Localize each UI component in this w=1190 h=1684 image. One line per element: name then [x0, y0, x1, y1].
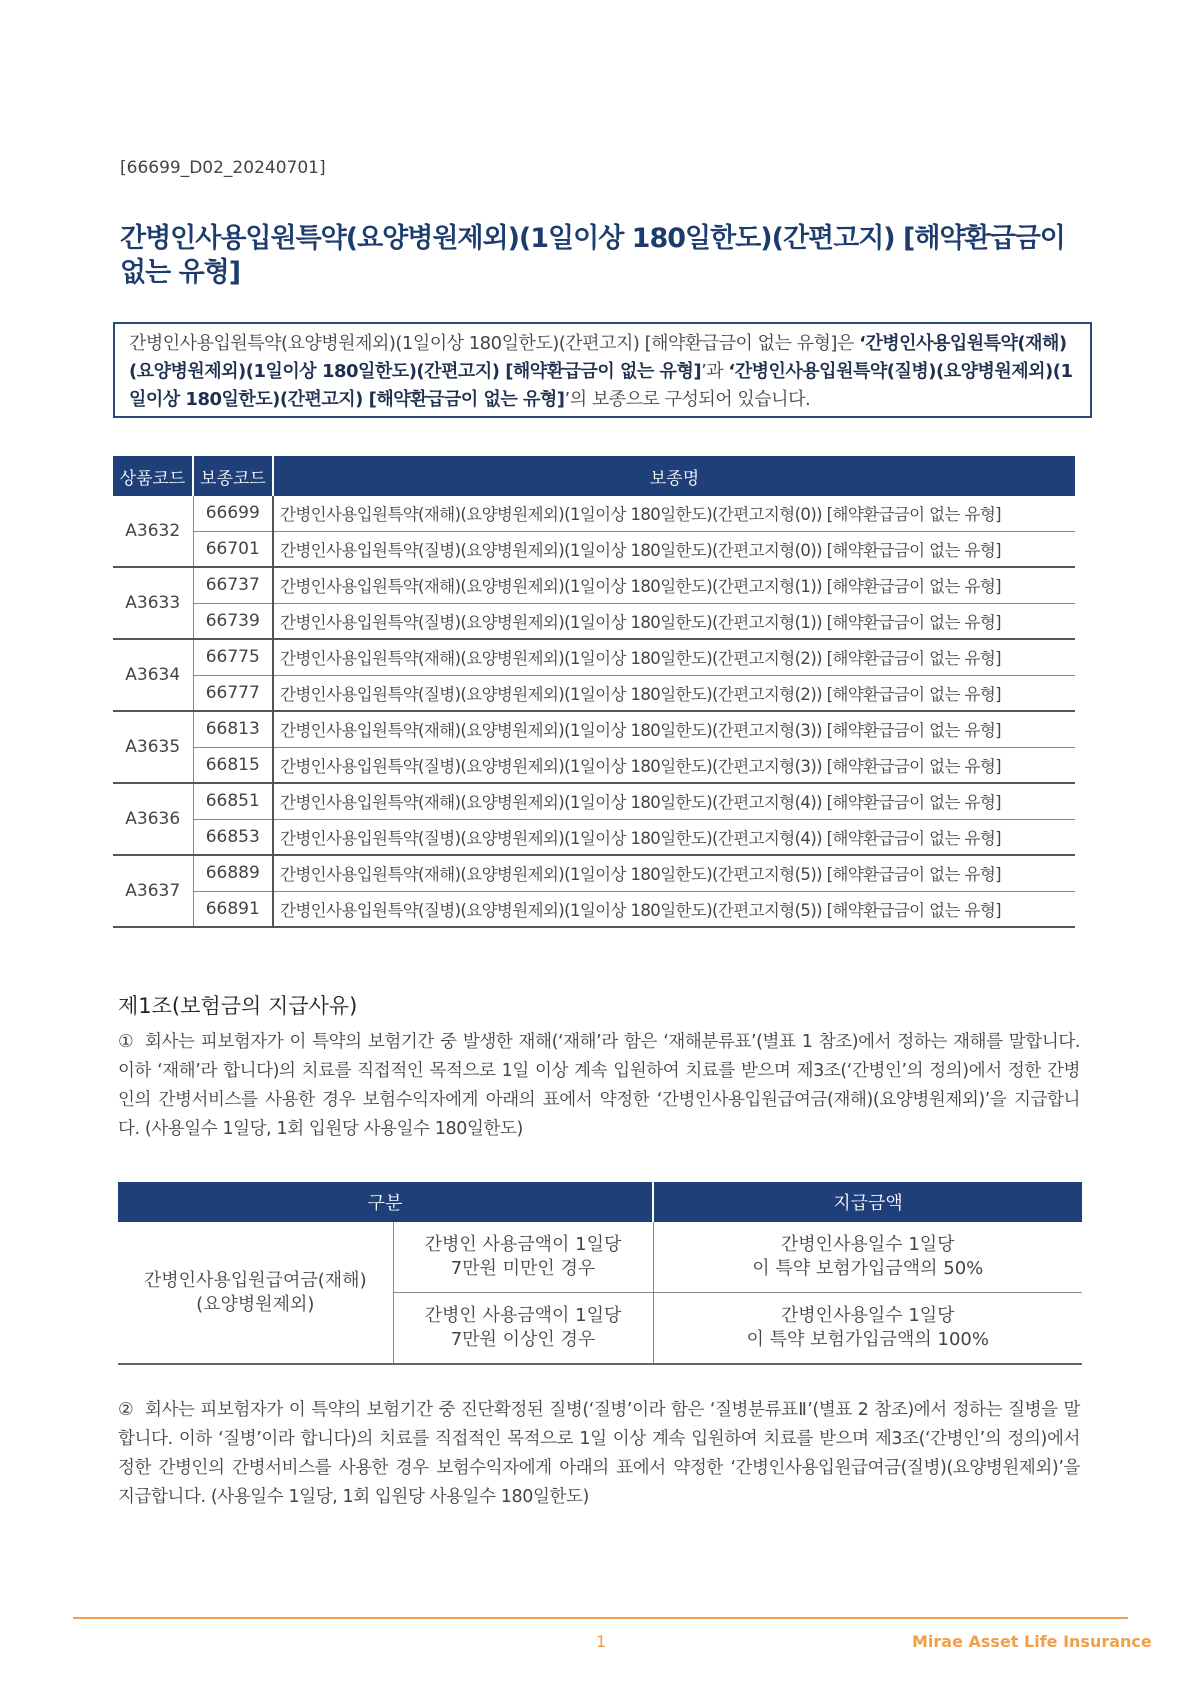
table-row — [113, 639, 1075, 675]
summary-text-2: ’과 — [701, 361, 729, 382]
table-header-row — [118, 1182, 1082, 1222]
amount-cell: 간병인사용일수 1일당 이 특약 보험가입금액의 50% — [653, 1222, 1082, 1293]
coverage-code-cell: 66777 — [193, 675, 273, 711]
clause-1 — [118, 1028, 1080, 1144]
page-title: 간병인사용입원특약(요양병원제외)(1일이상 180일한도)(간편고지) [해약환급금이 없는 유형] — [120, 223, 1065, 288]
coverage-code-cell: 66891 — [193, 891, 273, 927]
table-row — [113, 711, 1075, 747]
clause-2-text: 회사는 피보험자가 이 특약의 보험기간 중 진단확정된 질병(‘질병’이라 함은 ‘질병분류표Ⅱ’(별표 2 참조)에서 정하는 질병을 말합니다. 이하 ‘질병’이라 합니다)의 치료를 직접적인 목적으로 1일 이상 계속 입원하여 치료를 받으며 제3조(‘간병인’의 정의)에서 정한 간병인의 간병서비스를 사용한 경우 보험수익자에게 아래의 표에서 약정한 ‘간병인사용입원급여금(질병)(요양병원제외)’을 지급합니다. (사용일수 1일당, 1회 입원당 사용일수 180일한도) — [118, 1400, 1080, 1507]
coverage-code-cell: 66739 — [193, 603, 273, 639]
summary-box — [113, 322, 1092, 418]
coverage-name-cell: 간병인사용입원특약(질병)(요양병원제외)(1일이상 180일한도)(간편고지형(2)) [해약환급금이 없는 유형] — [273, 675, 1075, 711]
coverage-name-cell: 간병인사용입원특약(재해)(요양병원제외)(1일이상 180일한도)(간편고지형(2)) [해약환급금이 없는 유형] — [273, 639, 1075, 675]
coverage-name-cell: 간병인사용입원특약(재해)(요양병원제외)(1일이상 180일한도)(간편고지형(0)) [해약환급금이 없는 유형] — [273, 496, 1075, 531]
coverage-code-cell: 66699 — [193, 496, 273, 531]
table-header-row — [113, 456, 1075, 496]
coverage-code-cell: 66889 — [193, 855, 273, 891]
table-row — [118, 1222, 1082, 1293]
coverage-name-cell: 간병인사용입원특약(질병)(요양병원제외)(1일이상 180일한도)(간편고지형(0)) [해약환급금이 없는 유형] — [273, 531, 1075, 567]
payment-table — [118, 1182, 1082, 1365]
product-code-cell: A3636 — [113, 783, 193, 855]
coverage-code-cell: 66853 — [193, 819, 273, 855]
document-code: [66699_D02_20240701] — [120, 158, 326, 178]
table-row — [113, 603, 1075, 639]
coverage-name-cell: 간병인사용입원특약(질병)(요양병원제외)(1일이상 180일한도)(간편고지형(5)) [해약환급금이 없는 유형] — [273, 891, 1075, 927]
header-coverage-name: 보종명 — [273, 456, 1075, 496]
summary-bold-2: ‘간병인사용입원특약(질병)(요양병원제외)(1일이상 180일한도)(간편고지) [해약환급금이 없는 유형] — [129, 361, 1073, 410]
coverage-code-cell: 66815 — [193, 747, 273, 783]
product-code-cell: A3632 — [113, 496, 193, 567]
product-code-cell: A3633 — [113, 567, 193, 639]
coverage-name-cell: 간병인사용입원특약(질병)(요양병원제외)(1일이상 180일한도)(간편고지형(1)) [해약환급금이 없는 유형] — [273, 603, 1075, 639]
coverage-name-cell: 간병인사용입원특약(질병)(요양병원제외)(1일이상 180일한도)(간편고지형(3)) [해약환급금이 없는 유형] — [273, 747, 1075, 783]
clause-2-number: ② — [118, 1400, 134, 1420]
coverage-code-cell: 66851 — [193, 783, 273, 819]
header-coverage-code: 보종코드 — [193, 456, 273, 496]
table-row — [113, 891, 1075, 927]
product-code-cell: A3637 — [113, 855, 193, 927]
product-code-cell: A3635 — [113, 711, 193, 783]
table-row — [113, 675, 1075, 711]
coverage-code-cell: 66701 — [193, 531, 273, 567]
condition-cell: 간병인 사용금액이 1일당 7만원 이상인 경우 — [393, 1293, 653, 1365]
header-product-code: 상품코드 — [113, 456, 193, 496]
clause-1-number: ① — [118, 1032, 134, 1052]
clause-1-text: 회사는 피보험자가 이 특약의 보험기간 중 발생한 재해(‘재해’라 함은 ‘재해분류표’(별표 1 참조)에서 정하는 재해를 말합니다. 이하 ‘재해’라 합니다)의 치료를 직접적인 목적으로 1일 이상 계속 입원하여 치료를 받으며 제3조(‘간병인’의 정의)에서 정한 간병인의 간병서비스를 사용한 경우 보험수익자에게 아래의 표에서 약정한 ‘간병인사용입원급여금(재해)(요양병원제외)’을 지급합니다. (사용일수 1일당, 1회 입원당 사용일수 180일한도) — [118, 1032, 1080, 1139]
page-number: 1 — [596, 1632, 607, 1651]
coverage-name-cell: 간병인사용입원특약(재해)(요양병원제외)(1일이상 180일한도)(간편고지형(5)) [해약환급금이 없는 유형] — [273, 855, 1075, 891]
summary-text-1: 간병인사용입원특약(요양병원제외)(1일이상 180일한도)(간편고지) [해약환급금이 없는 유형]은 — [129, 333, 860, 354]
table-row — [113, 531, 1075, 567]
coverage-name-cell: 간병인사용입원특약(재해)(요양병원제외)(1일이상 180일한도)(간편고지형(3)) [해약환급금이 없는 유형] — [273, 711, 1075, 747]
amount-cell: 간병인사용일수 1일당 이 특약 보험가입금액의 100% — [653, 1293, 1082, 1365]
condition-cell: 간병인 사용금액이 1일당 7만원 미만인 경우 — [393, 1222, 653, 1293]
coverage-name-cell: 간병인사용입원특약(재해)(요양병원제외)(1일이상 180일한도)(간편고지형(1)) [해약환급금이 없는 유형] — [273, 567, 1075, 603]
clause-2 — [118, 1396, 1080, 1512]
coverage-code-cell: 66775 — [193, 639, 273, 675]
article-title: 제1조(보험금의 지급사유) — [118, 994, 358, 1018]
benefit-category-cell: 간병인사용입원급여금(재해) (요양병원제외) — [118, 1222, 393, 1364]
coverage-name-cell: 간병인사용입원특약(질병)(요양병원제외)(1일이상 180일한도)(간편고지형(4)) [해약환급금이 없는 유형] — [273, 819, 1075, 855]
table-row — [113, 496, 1075, 531]
table-row — [113, 855, 1075, 891]
product-code-cell: A3634 — [113, 639, 193, 711]
product-code-table — [113, 456, 1075, 928]
company-brand: Mirae Asset Life Insurance — [912, 1632, 1152, 1651]
table-row — [113, 747, 1075, 783]
table-row — [113, 819, 1075, 855]
coverage-name-cell: 간병인사용입원특약(재해)(요양병원제외)(1일이상 180일한도)(간편고지형(4)) [해약환급금이 없는 유형] — [273, 783, 1075, 819]
header-category: 구분 — [118, 1182, 653, 1222]
table-row — [113, 783, 1075, 819]
coverage-code-cell: 66813 — [193, 711, 273, 747]
footer-divider — [73, 1617, 1128, 1619]
summary-bold-1: ‘간병인사용입원특약(재해)(요양병원제외)(1일이상 180일한도)(간편고지) [해약환급금이 없는 유형] — [129, 333, 1067, 382]
coverage-code-cell: 66737 — [193, 567, 273, 603]
summary-text-3: ’의 보종으로 구성되어 있습니다. — [564, 389, 811, 410]
header-payment-amount: 지급금액 — [653, 1182, 1082, 1222]
table-row — [113, 567, 1075, 603]
